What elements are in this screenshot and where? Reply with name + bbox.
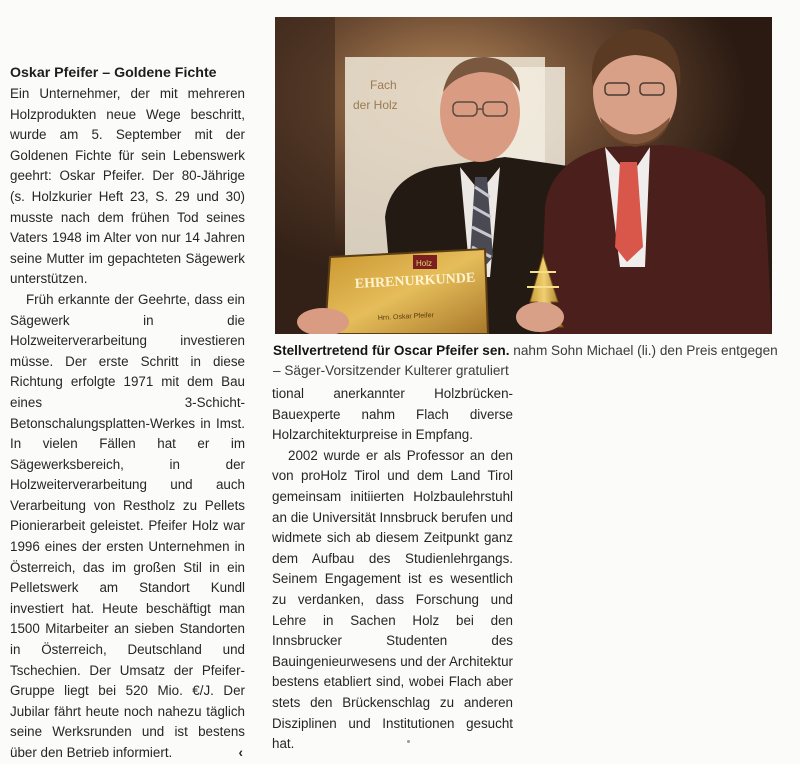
continuation-paragraph-2: 2002 wurde er als Professor an den von proHolz Tirol und dem Land Tirol gemeinsam initiierten Holzbaulehrstuhl an die Universität Innsbruck berufen und widmete sich ab diesem Zeitpunkt ganz dem Aufbau des Studienlehrgangs. Seinem Engagement ist es wesentlich zu verdanken, dass Forschung und Lehre in Sachen Holz bei den Innsbrucker Studenten des Bauingenieurwesens und der Architektur bestens etabliert sind, wobei Flach aber stets den Brückenschlag zu anderen Disziplinen und Institutionen gesucht hat. bbox=[272, 447, 513, 752]
photo-caption bbox=[273, 341, 778, 381]
article-paragraph-2-text: Früh erkannte der Geehrte, dass ein Sägewerk in die Holzweiterverarbeitung investieren müsse. Der erste Schritt in diese Richtung erfolgte 1971 mit dem Bau eines 3-Schicht-Betonschalungsplatten-Werkes in Imst. In vielen Fällen hat er im Sägewerksbereich, in der Holzweiterverarbeitung und auch Verarbeitung von Restholz zu Pellets Pionierarbeit geleistet. Pfeifer Holz war 1996 eines der ersten Unternehmen in Österreich, das im großen Stil in ein Pelletswerk am Standort Kundl investiert hat. Heute beschäftigt man 1500 Mitarbeiter an sieben Standorten in Österreich, Deutschland und Tschechien. Der Umsatz der Pfeifer-Gruppe liegt bei 520 Mio. €/J. Der Jubilar fährt heute noch nahezu täglich seine Werksrunden und ist bestens über den Betrieb informiert. bbox=[10, 291, 245, 760]
article-end-mark: ‹ bbox=[238, 745, 243, 760]
article-paragraph-2 bbox=[10, 290, 245, 764]
article-column-right bbox=[272, 384, 513, 755]
banner-text-2: der Holz bbox=[353, 98, 398, 112]
hand-right bbox=[516, 302, 564, 332]
certificate-logo: Holz bbox=[416, 259, 433, 268]
certificate bbox=[325, 249, 488, 334]
background-panel bbox=[275, 17, 335, 334]
scan-smudge bbox=[407, 740, 410, 743]
certificate-heading: EHRENURKUNDE bbox=[354, 270, 476, 292]
article-paragraph-1: Ein Unternehmer, der mit mehreren Holzprodukten neue Wege beschritt, wurde am 5. September mit der Goldenen Fichte für sein Lebenswerk geehrt: Oskar Pfeifer. Der 80-Jährige (s. Holzkurier Heft 23, S. 29 und 30) musste nach dem frühen Tod seines Vaters 1948 im Alter von nur 14 Jahren seine Mutter im gepachteten Sägewerk unterstützen. bbox=[10, 86, 245, 287]
caption-text: nahm Sohn Michael (li.) den Preis entgegen – Säger-Vorsitzender Kulterer gratuliert bbox=[273, 343, 778, 378]
certificate-name: Hrn. Oskar Pfeifer bbox=[377, 312, 435, 322]
article-column-left bbox=[10, 63, 245, 764]
article-title: Oskar Pfeifer – Goldene Fichte bbox=[10, 65, 217, 81]
award-photo bbox=[275, 17, 772, 334]
caption-lead: Stellvertretend für Oscar Pfeifer sen. bbox=[273, 343, 510, 358]
continuation-paragraph-1: tional anerkannter Holzbrücken-Bauexperte nahm Flach diverse Holzarchitekturpreise in Empfang. bbox=[272, 386, 513, 443]
banner-text-1: Fach bbox=[370, 78, 397, 92]
